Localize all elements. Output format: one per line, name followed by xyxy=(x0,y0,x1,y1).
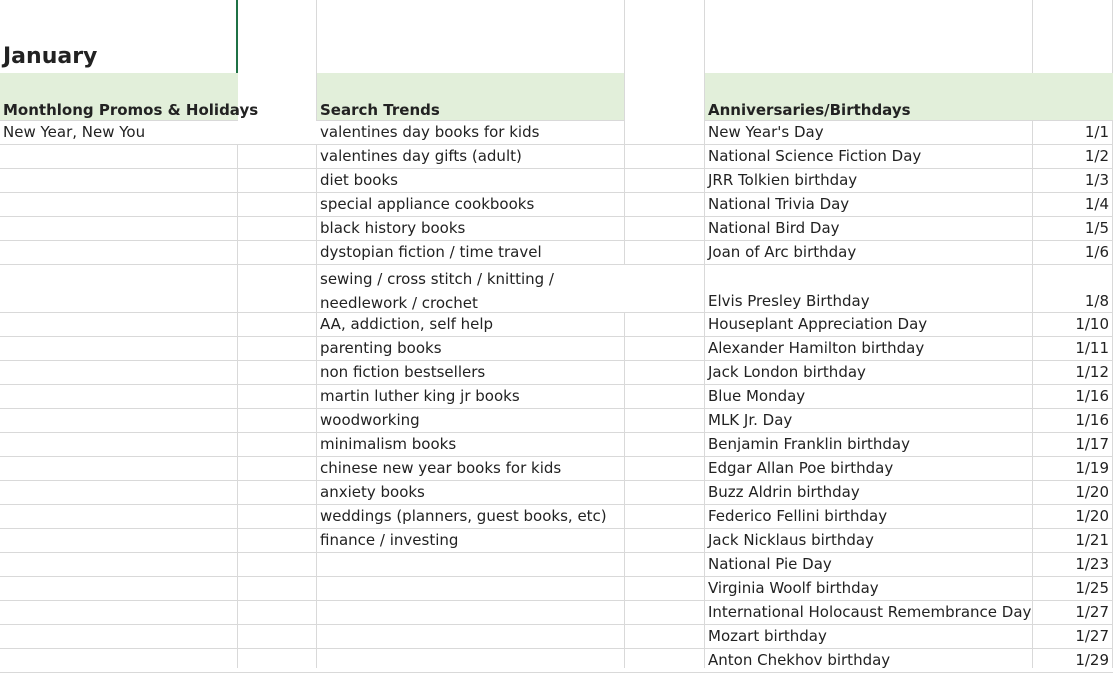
grid-cell[interactable] xyxy=(705,481,1033,505)
grid-cell[interactable] xyxy=(705,385,1033,409)
grid-cell[interactable] xyxy=(625,529,705,553)
grid-cell[interactable] xyxy=(1033,505,1113,529)
grid-cell[interactable] xyxy=(625,457,705,481)
grid-cell[interactable] xyxy=(1033,385,1113,409)
cell-text: minimalism books xyxy=(320,435,457,453)
grid-cell[interactable] xyxy=(238,265,317,313)
grid-cell[interactable] xyxy=(238,505,317,529)
grid-cell[interactable] xyxy=(238,385,317,409)
grid-cell[interactable] xyxy=(317,553,625,577)
grid-cell[interactable] xyxy=(317,313,625,337)
grid-cell[interactable] xyxy=(317,505,625,529)
grid-cell[interactable] xyxy=(1033,193,1113,217)
cell-text: Buzz Aldrin birthday xyxy=(708,483,860,501)
grid-cell[interactable] xyxy=(705,529,1033,553)
grid-cell[interactable] xyxy=(317,145,625,169)
cell-text: Benjamin Franklin birthday xyxy=(708,435,910,453)
grid-cell[interactable] xyxy=(0,337,238,361)
cell-text: Edgar Allan Poe birthday xyxy=(708,459,894,477)
cell-text: National Pie Day xyxy=(708,555,832,573)
grid-cell[interactable] xyxy=(625,121,705,145)
grid-cell[interactable] xyxy=(625,649,705,673)
grid-cell[interactable] xyxy=(238,241,317,265)
grid-cell[interactable] xyxy=(0,193,238,217)
cell-text: AA, addiction, self help xyxy=(320,315,494,333)
grid-cell[interactable] xyxy=(705,217,1033,241)
cell-text: sewing / cross stitch / knitting / needlework / crochet xyxy=(320,270,554,312)
date-value: 1/2 xyxy=(1084,147,1109,165)
grid-cell[interactable] xyxy=(705,337,1033,361)
cell-text: weddings (planners, guest books, etc) xyxy=(320,507,607,525)
grid-cell[interactable] xyxy=(1033,217,1113,241)
grid-cell[interactable] xyxy=(705,265,1033,313)
grid-cell[interactable] xyxy=(0,409,238,433)
header-trends: Search Trends xyxy=(320,101,440,119)
grid-cell[interactable] xyxy=(238,361,317,385)
grid-cell[interactable] xyxy=(0,457,238,481)
date-value: 1/8 xyxy=(1084,292,1109,310)
grid-cell[interactable] xyxy=(705,457,1033,481)
grid-cell[interactable] xyxy=(1033,433,1113,457)
cell-text: Jack London birthday xyxy=(708,363,866,381)
date-value: 1/20 xyxy=(1075,507,1109,525)
grid-cell[interactable] xyxy=(1033,169,1113,193)
date-value: 1/10 xyxy=(1075,315,1109,333)
date-value: 1/20 xyxy=(1075,483,1109,501)
cell-text: chinese new year books for kids xyxy=(320,459,562,477)
cell-text: Elvis Presley Birthday xyxy=(708,292,870,310)
grid-cell[interactable] xyxy=(1033,649,1113,673)
grid-cell[interactable] xyxy=(625,481,705,505)
grid-cell[interactable] xyxy=(705,145,1033,169)
grid-cell[interactable] xyxy=(1033,529,1113,553)
header-cell-anniversaries[interactable] xyxy=(705,73,1113,121)
date-value: 1/5 xyxy=(1084,219,1109,237)
grid-cell[interactable] xyxy=(1033,481,1113,505)
cell-text: special appliance cookbooks xyxy=(320,195,535,213)
grid-cell[interactable] xyxy=(0,649,238,673)
grid-cell[interactable] xyxy=(238,433,317,457)
grid-cell[interactable] xyxy=(317,121,625,145)
cell-text: martin luther king jr books xyxy=(320,387,520,405)
grid-cell[interactable] xyxy=(705,625,1033,649)
grid-cell[interactable] xyxy=(1033,241,1113,265)
grid-cell[interactable] xyxy=(317,217,625,241)
cell-text: Joan of Arc birthday xyxy=(708,243,857,261)
cell-text: National Bird Day xyxy=(708,219,840,237)
grid-cell[interactable] xyxy=(0,265,238,313)
grid-cell[interactable] xyxy=(317,601,625,625)
grid-cell[interactable] xyxy=(625,169,705,193)
grid-cell[interactable] xyxy=(317,385,625,409)
cell-text: New Year's Day xyxy=(708,123,824,141)
grid-cell[interactable] xyxy=(625,145,705,169)
grid-cell[interactable] xyxy=(625,505,705,529)
grid-cell[interactable] xyxy=(705,553,1033,577)
date-value: 1/16 xyxy=(1075,411,1109,429)
grid-cell[interactable] xyxy=(625,313,705,337)
grid-cell[interactable] xyxy=(238,649,317,673)
grid-cell[interactable] xyxy=(705,241,1033,265)
date-value: 1/4 xyxy=(1084,195,1109,213)
grid-cell[interactable] xyxy=(317,481,625,505)
grid-cell[interactable] xyxy=(625,553,705,577)
cell-text: dystopian fiction / time travel xyxy=(320,243,542,261)
cell-text: Virginia Woolf birthday xyxy=(708,579,879,597)
grid-cell[interactable] xyxy=(1033,121,1113,145)
cell-text: black history books xyxy=(320,219,466,237)
grid-cell[interactable] xyxy=(625,577,705,601)
header-promos: Monthlong Promos & Holidays xyxy=(3,101,259,119)
cell-text: Alexander Hamilton birthday xyxy=(708,339,925,357)
cell-text: National Trivia Day xyxy=(708,195,850,213)
date-value: 1/23 xyxy=(1075,555,1109,573)
grid-cell[interactable] xyxy=(0,169,238,193)
date-value: 1/11 xyxy=(1075,339,1109,357)
cell-text: National Science Fiction Day xyxy=(708,147,922,165)
grid-cell[interactable] xyxy=(705,121,1033,145)
grid-cell[interactable] xyxy=(625,625,705,649)
date-value: 1/17 xyxy=(1075,435,1109,453)
grid-cell[interactable] xyxy=(1033,337,1113,361)
grid-cell[interactable] xyxy=(238,553,317,577)
grid-cell[interactable] xyxy=(1033,145,1113,169)
grid-cell[interactable] xyxy=(0,601,238,625)
cell-text: New Year, New You xyxy=(3,123,146,141)
header-cell-promos[interactable] xyxy=(0,73,259,121)
grid-cell[interactable] xyxy=(625,433,705,457)
grid-cell[interactable] xyxy=(0,625,238,649)
grid-cell[interactable] xyxy=(238,217,317,241)
grid-cell[interactable] xyxy=(625,241,705,265)
grid-cell[interactable] xyxy=(705,433,1033,457)
grid-cell[interactable] xyxy=(238,193,317,217)
grid-cell[interactable] xyxy=(705,193,1033,217)
grid-cell[interactable] xyxy=(1033,361,1113,385)
grid-cell[interactable] xyxy=(1033,601,1113,625)
grid-cell[interactable] xyxy=(317,457,625,481)
date-value: 1/3 xyxy=(1084,171,1109,189)
grid-cell[interactable] xyxy=(705,361,1033,385)
date-value: 1/25 xyxy=(1075,579,1109,597)
header-cell-trends[interactable] xyxy=(317,73,624,121)
grid-cell[interactable] xyxy=(317,577,625,601)
grid-cell[interactable] xyxy=(238,457,317,481)
date-value: 1/12 xyxy=(1075,363,1109,381)
grid-cell[interactable] xyxy=(625,217,705,241)
cell-text: non fiction bestsellers xyxy=(320,363,486,381)
grid-cell[interactable] xyxy=(317,337,625,361)
cell-text: valentines day books for kids xyxy=(320,123,540,141)
grid-cell[interactable] xyxy=(238,481,317,505)
grid-cell[interactable] xyxy=(317,529,625,553)
grid-cell[interactable] xyxy=(317,649,625,673)
grid-cell[interactable] xyxy=(0,553,238,577)
grid-cell[interactable] xyxy=(0,313,238,337)
grid-cell[interactable] xyxy=(705,505,1033,529)
cell-text: diet books xyxy=(320,171,398,189)
date-value: 1/1 xyxy=(1084,123,1109,141)
grid-cell[interactable] xyxy=(317,265,625,313)
cell-text: Blue Monday xyxy=(708,387,806,405)
grid-cell[interactable] xyxy=(705,601,1033,625)
grid-cell[interactable] xyxy=(317,241,625,265)
grid-cell[interactable] xyxy=(317,409,625,433)
grid-cell[interactable] xyxy=(1033,625,1113,649)
grid-cell[interactable] xyxy=(238,601,317,625)
month-title-cell[interactable] xyxy=(0,0,238,75)
date-value: 1/21 xyxy=(1075,531,1109,549)
date-value: 1/6 xyxy=(1084,243,1109,261)
grid-cell[interactable] xyxy=(0,505,238,529)
cell-text: Anton Chekhov birthday xyxy=(708,651,891,669)
cell-text: JRR Tolkien birthday xyxy=(708,171,858,189)
grid-cell[interactable] xyxy=(0,241,238,265)
cell-text: MLK Jr. Day xyxy=(708,411,793,429)
grid-cell[interactable] xyxy=(705,577,1033,601)
grid-cell[interactable] xyxy=(1033,313,1113,337)
cell-text: Houseplant Appreciation Day xyxy=(708,315,928,333)
header-anniversaries: Anniversaries/Birthdays xyxy=(708,101,911,119)
grid-cell[interactable] xyxy=(0,433,238,457)
cell-text: finance / investing xyxy=(320,531,459,549)
grid-cell[interactable] xyxy=(625,385,705,409)
cell-text: woodworking xyxy=(320,411,420,429)
grid-cell[interactable] xyxy=(705,313,1033,337)
grid-cell[interactable] xyxy=(238,577,317,601)
grid-cell[interactable] xyxy=(705,649,1033,673)
date-value: 1/29 xyxy=(1075,651,1109,669)
cell-text: Federico Fellini birthday xyxy=(708,507,888,525)
grid-cell[interactable] xyxy=(0,481,238,505)
grid-cell[interactable] xyxy=(0,577,238,601)
grid-cell[interactable] xyxy=(1033,265,1113,313)
grid-cell[interactable] xyxy=(625,265,705,313)
date-value: 1/27 xyxy=(1075,603,1109,621)
month-title: January xyxy=(3,44,98,69)
grid-cell[interactable] xyxy=(625,193,705,217)
date-value: 1/19 xyxy=(1075,459,1109,477)
grid-cell[interactable] xyxy=(238,313,317,337)
grid-cell[interactable] xyxy=(317,361,625,385)
cell-text: valentines day gifts (adult) xyxy=(320,147,522,165)
grid-cell[interactable] xyxy=(625,337,705,361)
grid-cell[interactable] xyxy=(0,217,238,241)
date-value: 1/27 xyxy=(1075,627,1109,645)
grid-cell[interactable] xyxy=(0,121,317,145)
cell-text: International Holocaust Remembrance Day xyxy=(708,603,1032,621)
grid-cell[interactable] xyxy=(1033,457,1113,481)
grid-cell[interactable] xyxy=(1033,553,1113,577)
grid-cell[interactable] xyxy=(1033,577,1113,601)
grid-cell[interactable] xyxy=(317,193,625,217)
grid-cell[interactable] xyxy=(317,433,625,457)
cell-text: Mozart birthday xyxy=(708,627,827,645)
grid-cell[interactable] xyxy=(238,169,317,193)
cell-text: Jack Nicklaus birthday xyxy=(708,531,874,549)
grid-cell[interactable] xyxy=(705,409,1033,433)
grid-cell[interactable] xyxy=(317,625,625,649)
grid-cell[interactable] xyxy=(705,169,1033,193)
grid-cell[interactable] xyxy=(317,169,625,193)
grid-cell[interactable] xyxy=(238,145,317,169)
grid-cell[interactable] xyxy=(238,337,317,361)
date-value: 1/16 xyxy=(1075,387,1109,405)
grid-cell[interactable] xyxy=(0,361,238,385)
grid-cell[interactable] xyxy=(238,529,317,553)
grid-cell[interactable] xyxy=(625,361,705,385)
grid-cell[interactable] xyxy=(0,529,238,553)
grid-cell[interactable] xyxy=(1033,409,1113,433)
grid-cell[interactable] xyxy=(625,409,705,433)
grid-cell[interactable] xyxy=(0,385,238,409)
cell-text: parenting books xyxy=(320,339,442,357)
grid-cell[interactable] xyxy=(238,409,317,433)
cell-text: anxiety books xyxy=(320,483,425,501)
grid-cell[interactable] xyxy=(238,625,317,649)
grid-cell[interactable] xyxy=(625,601,705,625)
grid-cell[interactable] xyxy=(0,145,238,169)
